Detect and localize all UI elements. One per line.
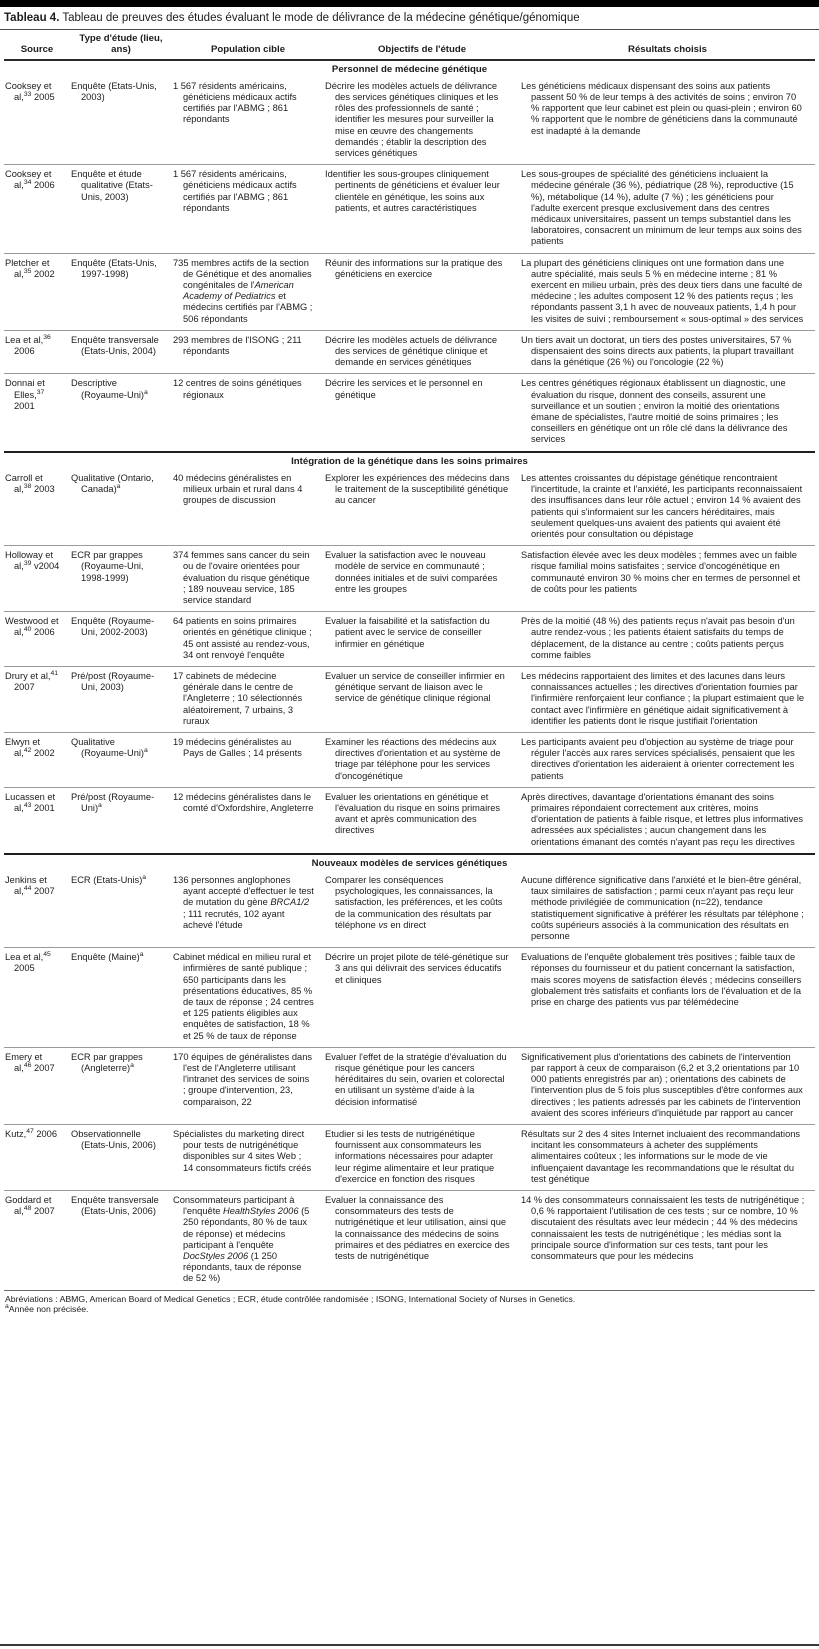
table-header [4,30,815,60]
results-text: Les centres génétiques régionaux établissent un diagnostic, une évaluation du risque, donnent des conseils, assurent une surveillance et un soutien ; environ la moitié des orientations émane de spécialistes, l'autre moitié de soins primaires ; les conseillers en génétique ont un rôle clé dans la délivrance des services [521,378,788,445]
objectives-text: Décrire un projet pilote de télé-génétique sur 3 ans qui délivrait des services éducatifs et cliniques [325,952,509,985]
objectives-cell [324,253,520,330]
source-text: Pletcher et al,$^{35}$ 2002 [5,257,55,279]
footnote-year-note: $^a$Année non précisée. [5,1303,89,1315]
source-cell [4,330,70,374]
objectives-cell [324,1191,520,1291]
results-text: Résultats sur 2 des 4 sites Internet incluaient des recommandations incitant les consommateurs à acheter des suppléments alimentaires coûteux ; les informations sur le mode de vie influençaient davantage les recommandations que le résultat du test génétique [521,1129,801,1184]
objectives-text: Examiner les réactions des médecins aux directives d'orientation et au système de triage par téléphone pour les services d'oncogénétique [325,736,501,781]
objectives-text: Evaluer l'effet de la stratégie d'évaluation du risque génétique pour les cancers héréditaires du sein, ovarien et colorectal en utilisant un système d'aide à la décision informatisé [325,1051,507,1107]
results-cell [520,1191,815,1291]
results-cell [520,546,815,612]
type-cell [70,871,172,948]
results-text: La plupart des généticiens cliniques ont une formation dans une autre spécialité, mais seuls 5 % en médecine interne ; 81 % exercent en milieu urbain, près des deux tiers dans une faculté de médecine ; les adultes composent 12 % des patients reçus ; les répondants passent 3,1 h avec de nouveaux patients, 1,4 h pour les visites de suivi ; remboursement « sous-optimal » des services [521,257,804,324]
objectives-text: Réunir des informations sur la pratique des généticiens en exercice [325,257,503,279]
source-text: Lea et al,$^{45}$ 2005 [5,951,51,974]
population-text: Consommateurs participant à l'enquête HealthStyles 2006 (5 250 répondants, 80 % de taux de réponse) et médecins participant à l'enquête DocStyles 2006 (1 250 répondants, taux de réponse de 52 %) [173,1195,310,1284]
source-text: Cooksey et al,$^{34}$ 2006 [5,169,55,191]
objectives-text: Evaluer les orientations en génétique et l'évaluation du risque en soins primaires avant et après communication des directives [325,791,501,836]
objectives-text: Décrire les services et le personnel en génétique [325,378,483,400]
results-text: Aucune différence significative dans l'anxiété et le bien-être général, taux similaires de satisfaction ; parmi ceux n'ayant pas reçu leur méthode privilégiée de communication (n=22), tendance statistiquement significative à préférer les résultats par téléphone ; coûts supérieurs associés à la communication des résultats en personne [521,874,804,941]
results-text: Significativement plus d'orientations des cabinets de l'intervention par rapport à ceux de comparaison (6,2 et 3,2 orientations par 10 000 patients enregistrés par an) ; orientations des cabinets de l'intervention plus de 5 fois plus susceptibles d'être conformes aux directives ; les patients adressés par les cabinets de l'intervention avaient des scores inférieurs d'inquiétude par rapport au cancer [521,1051,803,1118]
source-text: Donnai et Elles,$^{37}$ 2001 [5,378,45,411]
population-cell [172,77,324,165]
population-cell [172,1047,324,1124]
results-cell [520,732,815,787]
population-cell [172,871,324,948]
source-cell [4,253,70,330]
source-text: Drury et al,$^{41}$ 2007 [5,669,59,693]
population-text: 1 567 résidents américains, généticiens médicaux actifs certifiés par l'ABMG ; 861 répondants [173,80,297,125]
source-cell [4,1047,70,1124]
type-text: Enquête (Etats-Unis, 1997-1998) [71,257,157,279]
population-text: 40 médecins généralistes en milieux urbain et rural dans 4 groupes de discussion [173,472,303,506]
results-text: Les participants avaient peu d'objection au système de triage pour réguler l'accès aux rares services spécialisés, pensaient que les directives d'orientation les aideraient à orienter correctement les patients [521,736,795,781]
population-text: 374 femmes sans cancer du sein ou de l'ovaire orientées pour évaluation du risque génétique ; 189 nouveau service, 185 service standard [173,550,310,605]
column-header-type: Type d'étude (lieu, ans) [70,30,172,60]
table-row [4,732,815,787]
population-cell [172,469,324,546]
population-cell [172,666,324,732]
type-cell [70,1191,172,1291]
objectives-cell [324,374,520,452]
type-text: Enquête (Etats-Unis, 2003) [71,80,157,102]
objectives-text: Décrire les modèles actuels de délivrance des services de génétique clinique et demande en services génétiques [325,334,498,368]
type-text: Enquête (Royaume-Uni, 2002-2003) [71,616,155,638]
type-text: ECR par grappes (Royaume-Uni, 1998-1999) [71,550,144,583]
source-cell [4,948,70,1048]
results-cell [520,612,815,667]
results-text: Après directives, davantage d'orientations émanant des soins primaires répondaient correctement aux critères, moins d'orientation de patients à faible risque, et lettres plus informatives adressées aux spécialistes ; aucun changement dans les orientations émanant des comtés n'ayant pas reçu les directives [521,791,804,847]
table-title-label: Tableau 4. [4,12,60,24]
source-text: Goddard et al,$^{48}$ 2007 [5,1195,55,1217]
column-header-objectives: Objectifs de l'étude [324,30,520,60]
results-cell [520,666,815,732]
source-text: Holloway et al,$^{39}$ v2004 [5,550,60,572]
section-header: Intégration de la génétique dans les soins primaires [4,452,815,469]
type-cell [70,1125,172,1191]
results-text: Les généticiens médicaux dispensant des soins aux patients passent 50 % de leur temps à des activités de soins ; environ 70 % rapportent que leur cabinet est plein ou quasi-plein ; environ 60 % rapportent que le nombre de généticiens dans la communauté est inadapté à la demande [521,80,802,136]
table-title [0,7,819,30]
results-text: 14 % des consommateurs connaissaient les tests de nutrigénétique ; 0,6 % rapportaient l'utilisation de ces tests ; sur ce nombre, 10 % discutaient des résultats avec leur médecin ; 44 % des médecins connaissaient les tests de nutrigénétique ; les médias sont la principale source d'information sur ces tests, tant pour les consommateurs que pour les médecins [521,1195,805,1262]
results-text: Les médecins rapportaient des limites et des lacunes dans leurs connaissances actuelles ; les directives d'orientation fournies par l'infirmière renforçaient leur confiance ; la plupart estimaient que le contact avec l'infirmière en génétique aidait significativement à identifier les patients dont le risque justifiait l'orientation [521,670,805,726]
objectives-text: Evaluer la satisfaction avec le nouveau modèle de service en communauté ; données initiales et de suivi comparées entre les groupes [325,550,498,594]
results-text: Près de la moitié (48 %) des patients reçus n'avait pas besoin d'un autre rendez-vous ; les patients étaient satisfaits du temps de déplacement, de la distance au centre ; coûts patients perçus comme faibles [521,616,795,660]
column-header-population: Population cible [172,30,324,60]
objectives-cell [324,165,520,253]
table-row [4,253,815,330]
type-cell [70,374,172,452]
type-text: ECR (Etats-Unis)$^a$ [71,873,147,885]
population-text: 12 médecins généralistes dans le comté d'Oxfordshire, Angleterre [173,791,314,813]
population-text: 12 centres de soins génétiques régionaux [173,378,302,400]
objectives-text: Identifier les sous-groupes cliniquement pertinents de généticiens et évaluer leur clientèle en génétique, les soins aux patients, et autres caractéristiques [325,169,500,213]
bottom-rule-bar [0,1644,819,1646]
type-cell [70,469,172,546]
source-text: Lea et al,$^{36}$ 2006 [5,333,51,357]
type-text: Enquête et étude qualitative (Etats-Unis, 2003) [71,169,153,202]
results-text: Evaluations de l'enquête globalement très positives ; faible taux de réponses du fournisseur et du patient concernant la satisfaction, mais scores moyens de satisfaction élevés ; médecins conseillers globalement très satisfaits et confiants lors de l'évaluation et de la prise en charge des patients vus par télémédecine [521,952,802,1008]
results-cell [520,1047,815,1124]
objectives-text: Etudier si les tests de nutrigénétique fournissent aux consommateurs les informations nécessaires pour adapter leur régime alimentaire et leur pratique d'exercice en fonction des risques [325,1129,495,1184]
column-header-results: Résultats choisis [520,30,815,60]
source-cell [4,374,70,452]
table-row [4,374,815,452]
objectives-text: Evaluer un service de conseiller infirmier en génétique servant de liaison avec le service de génétique clinique régional [325,670,505,704]
type-text: Pré/post (Royaume-Uni, 2003) [71,670,155,693]
source-cell [4,1191,70,1291]
source-cell [4,469,70,546]
type-cell [70,546,172,612]
source-cell [4,666,70,732]
objectives-cell [324,666,520,732]
objectives-text: Evaluer la faisabilité et la satisfaction du patient avec le service de conseiller infirmier en génétique [325,616,490,649]
source-text: Cooksey et al,$^{33}$ 2005 [5,80,55,102]
section-header-row [4,854,815,871]
type-cell [70,165,172,253]
objectives-cell [324,469,520,546]
population-text: 17 cabinets de médecine générale dans le centre de l'Angleterre ; 10 sélectionnés aléatoirement, 7 urbains, 3 ruraux [173,670,303,726]
source-cell [4,546,70,612]
type-cell [70,666,172,732]
results-cell [520,469,815,546]
results-text: Les sous-groupes de spécialité des généticiens incluaient la médecine générale (36 %), pédiatrique (28 %), reproductive (15 %), métabolique (14 %), adulte (7 %) ; les généticiens pour l'adulte exercent presque exclusivement dans des centres médicaux universitaires, passent un temps substantiel dans les laboratoires, consacrent un minimum de leur temps aux soins des patients [521,169,802,247]
results-cell [520,871,815,948]
table-row [4,546,815,612]
source-cell [4,1125,70,1191]
objectives-cell [324,787,520,854]
type-text: Enquête transversale (Etats-Unis, 2004) [71,334,159,357]
source-cell [4,612,70,667]
table-row [4,666,815,732]
population-cell [172,787,324,854]
source-text: Emery et al,$^{46}$ 2007 [5,1051,55,1074]
source-text: Jenkins et al,$^{44}$ 2007 [5,874,55,897]
objectives-cell [324,330,520,374]
type-cell [70,1047,172,1124]
type-text: Qualitative (Royaume-Uni)$^a$ [71,736,148,759]
objectives-cell [324,612,520,667]
population-cell [172,732,324,787]
type-cell [70,77,172,165]
results-cell [520,948,815,1048]
results-text: Un tiers avait un doctorat, un tiers des postes universitaires, 57 % dispensaient des soins directs aux patients, la plupart travaillant dans la génétique (26 %) ou l'oncologie (22 %) [521,334,794,368]
top-rule-bar [0,0,819,7]
type-text: Enquête transversale (Etats-Unis, 2006) [71,1195,159,1217]
objectives-text: Décrire les modèles actuels de délivrance des services génétiques cliniques et les rôles des professionnels de santé ; identifier les mesures pour surveiller la mise en œuvre des changements demandés ; établir la description des services génétiques [325,80,499,159]
population-text: Cabinet médical en milieu rural et infirmières de santé publique ; 650 participants dans les présentations éducatives, 85 % de taux de réponse ; 24 centres et 125 patients éligibles aux enquêtes de satisfaction, 18 % et 25 % de taux de réponse [173,952,314,1041]
type-text: Qualitative (Ontario, Canada)$^a$ [71,472,154,495]
type-cell [70,253,172,330]
results-cell [520,787,815,854]
source-cell [4,787,70,854]
table-row [4,787,815,854]
section-header-row [4,452,815,469]
objectives-text: Evaluer la connaissance des consommateurs des tests de nutrigénétique et leur utilisation, ainsi que la connaissance des médecins de soins primaires et des pédiatres en exercice des tests de nutrigénétique [325,1195,510,1262]
source-text: Carroll et al,$^{38}$ 2003 [5,472,55,495]
section-header-row [4,60,815,77]
source-cell [4,871,70,948]
type-text: ECR par grappes (Angleterre)$^a$ [71,1051,143,1074]
section-header: Personnel de médecine génétique [4,60,815,77]
type-text: Enquête (Maine)$^a$ [71,951,144,963]
population-text: 19 médecins généralistes au Pays de Galles ; 14 présents [173,736,302,759]
table-row [4,1125,815,1191]
results-cell [520,77,815,165]
table-row [4,612,815,667]
table-row [4,871,815,948]
source-text: Kutz,$^{47}$ 2006 [5,1127,58,1140]
evidence-table [4,30,815,1291]
type-text: Pré/post (Royaume-Uni)$^a$ [71,791,155,813]
objectives-cell [324,871,520,948]
population-cell [172,1125,324,1191]
population-text: Spécialistes du marketing direct pour tests de nutrigénétique disponibles sur 4 sites Web ; 14 consommateurs fictifs créés [173,1129,312,1173]
table-body [4,60,815,1291]
population-cell [172,612,324,667]
objectives-cell [324,1047,520,1124]
table-row [4,1047,815,1124]
table-row [4,330,815,374]
population-cell [172,330,324,374]
section-header: Nouveaux modèles de services génétiques [4,854,815,871]
results-cell [520,253,815,330]
objectives-cell [324,1125,520,1191]
column-header-source: Source [4,30,70,60]
population-text: 170 équipes de généralistes dans l'est de l'Angleterre utilisant l'intranet des services de soins ; groupe d'intervention, 23, comparaison, 22 [173,1051,313,1107]
source-text: Lucassen et al,$^{43}$ 2001 [5,791,56,813]
results-text: Les attentes croissantes du dépistage génétique rencontraient l'incertitude, la crainte et l'anxiété, les participants reconnaissaient des insuffisances dans leur rôle actuel ; environ 14 % avaient des patients qui s'informaient sur les cancers héréditaires, mais seulement quelques-uns avaient des patients qui avaient été orientés pour consultation ou dépistage [521,472,803,539]
type-text: Observationnelle (Etats-Unis, 2006) [71,1129,156,1151]
objectives-cell [324,546,520,612]
source-cell [4,165,70,253]
type-cell [70,732,172,787]
footnotes [4,1291,815,1315]
table-row [4,77,815,165]
population-text: 136 personnes anglophones ayant accepté d'effectuer le test de mutation du gène BRCA1/2 ; 111 recrutés, 102 ayant achevé l'étude [173,874,314,930]
type-text: Descriptive (Royaume-Uni)$^a$ [71,378,148,400]
table-row [4,948,815,1048]
population-text: 64 patients en soins primaires orientés en génétique clinique ; 45 ont assisté au rendez-vous, 34 ont renvoyé l'enquête [173,616,312,660]
source-text: Elwyn et al,$^{42}$ 2002 [5,736,55,759]
population-cell [172,948,324,1048]
objectives-cell [324,77,520,165]
population-text: 1 567 résidents américains, généticiens médicaux actifs certifiés par l'ABMG ; 861 répondants [173,169,297,213]
table-row [4,165,815,253]
table-row [4,469,815,546]
objectives-text: Comparer les conséquences psychologiques, les connaissances, la satisfaction, les préférences, et les coûts de la communication des résultats par téléphone vs en direct [325,874,503,930]
objectives-cell [324,732,520,787]
results-cell [520,330,815,374]
type-cell [70,612,172,667]
type-cell [70,948,172,1048]
type-cell [70,330,172,374]
population-cell [172,165,324,253]
population-cell [172,1191,324,1291]
source-cell [4,732,70,787]
population-text: 293 membres de l'ISONG ; 211 répondants [173,334,302,357]
population-cell [172,253,324,330]
objectives-text: Explorer les expériences des médecins dans le traitement de la susceptibilité génétique au cancer [325,472,510,506]
source-text: Westwood et al,$^{40}$ 2006 [5,616,59,638]
objectives-cell [324,948,520,1048]
results-text: Satisfaction élevée avec les deux modèles ; femmes avec un faible risque familial moins satisfaites ; service d'oncogénétique en communauté environ 30 % moins cher en termes de personnel et de coûts pour les patients [521,550,801,594]
type-cell [70,787,172,854]
results-cell [520,1125,815,1191]
results-cell [520,374,815,452]
footnote-abbreviations: Abréviations : ABMG, American Board of Medical Genetics ; ECR, étude contrôlée randomisée ; ISONG, International Society of Nurses in Genetics. [5,1293,576,1304]
table-title-text: Tableau de preuves des études évaluant le mode de délivrance de la médecine génétique/génomique [62,12,580,24]
results-cell [520,165,815,253]
population-cell [172,374,324,452]
population-text: 735 membres actifs de la section de Génétique et des anomalies congénitales de l'American Academy of Pediatrics et médecins certifiés par l'ABMG ; 506 répondants [173,257,313,324]
table-row [4,1191,815,1291]
population-cell [172,546,324,612]
source-cell [4,77,70,165]
